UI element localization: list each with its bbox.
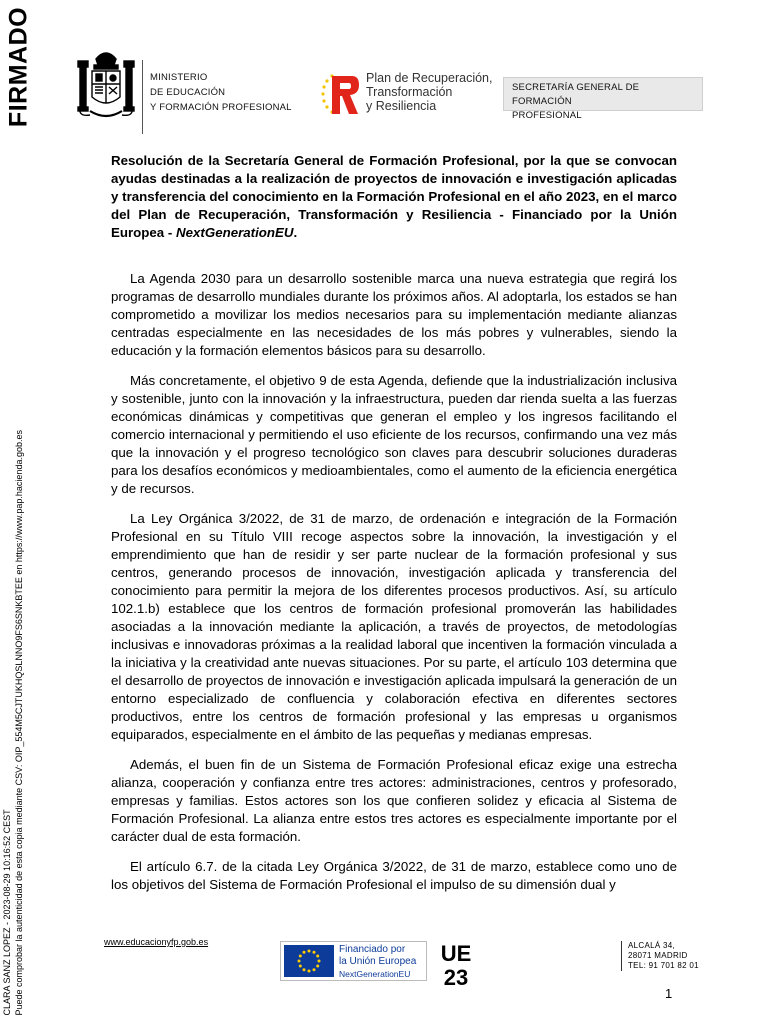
eu-funding-text — [339, 944, 416, 980]
paragraph: Además, el buen fin de un Sistema de Formación Profesional eficaz exige una estrecha alianza, cooperación y confianza entre tres actores: administraciones, centros y profesorado, empresas y familias. Estos actores son los que confieren solidez y eficacia al Sistema de Formación Profesional. La alianza entre estos tres actores es especialmente importante por el carácter dual de esta formación. — [111, 757, 677, 844]
prtr-line-1: Plan de Recuperación, — [366, 71, 493, 85]
document-body — [111, 270, 677, 906]
document-title — [111, 152, 677, 242]
signature-margin — [0, 429, 26, 1015]
firmado-stamp — [2, 8, 36, 126]
paragraph: La Ley Orgánica 3/2022, de 31 de marzo, de ordenación e integración de la Formación Profesional en su Título VIII recoge aspectos sobre la innovación, la investigación y el emprendimiento que han de residir y ser parte nuclear de la formación profesional y sus centros, generando procesos de innovación, investigación aplicada y transferencia del conocimiento para permitir la mejora de los diferentes procesos productivos. Así, su artículo 102.1.b) establece que los centros de formación profesional promoverán las habilidades asociadas a la innovación mediante la aplicación, a través de proyectos, de metodologías inclusivas e innovadoras próximas a la realidad laboral que incentiven la formación vinculada a la iniciativa y la creatividad ante nuevas situaciones. Por su parte, el artículo 103 determina que el desarrollo de proyectos de innovación e investigación aplicada impulsará la generación de un entorno especializado de confluencia y colaboración efectiva en diferentes sectores productivos, entre los centros de formación profesional y las empresas u organismos equiparados, especialmente en el ámbito de las pequeñas y medianas empresas. — [111, 511, 677, 742]
spain-crest-icon — [76, 45, 136, 133]
page-number: 1 — [665, 986, 673, 1001]
secretaria-line-1: SECRETARÍA GENERAL DE FORMACIÓN — [512, 82, 640, 107]
eu-funding-logo — [280, 941, 427, 981]
firmado-text: FIRMADO — [4, 6, 33, 128]
eu-flag-icon — [284, 945, 334, 977]
prtr-line-2: Transformación — [366, 85, 453, 99]
title-italic: NextGenerationEU — [176, 225, 294, 240]
ministry-line-3: Y FORMACIÓN PROFESIONAL — [150, 102, 292, 113]
title-text: Resolución de la Secretaría General de Formación Profesional, por la que se convocan ayudas destinadas a la realización de proyectos de innovación e investigación aplicadas y transferencia del conocimiento en la Formación Profesional en el año 2023, en el marco del Plan de Recuperación, Transformación y Resiliencia - Financiado por la Unión Europea - — [111, 153, 677, 240]
prtr-title — [366, 71, 492, 113]
ministry-name — [150, 70, 292, 115]
ue23-bottom: 23 — [443, 965, 469, 989]
address-line-3: TEL: 91 701 82 01 — [628, 961, 699, 970]
paragraph: El artículo 6.7. de la citada Ley Orgánica 3/2022, de 31 de marzo, establece como uno de los objetivos del Sistema de Formación Profesional el impulso de su dimensión dual y — [111, 859, 677, 892]
prtr-line-3: y Resiliencia — [366, 99, 437, 113]
eu-line-3: NextGenerationEU — [339, 969, 411, 979]
address-line-2: 28071 MADRID — [628, 951, 688, 960]
eu-line-1: Financiado por — [339, 944, 406, 955]
signature-line-1: CLARA SANZ LOPEZ - 2023-08-29 10:16:52 CEST — [2, 808, 12, 1015]
address-block — [621, 941, 699, 971]
secretaria-box — [503, 77, 703, 121]
paragraph: Más concretamente, el objetivo 9 de esta Agenda, defiende que la industrialización inclusiva y sostenible, junto con la innovación y la infraestructura, pueden dar rienda suelta a las fuerzas económicas dinámicas y competitivas que generan el empleo y los ingresos facilitando el comercio internacional y permitiendo el uso eficiente de los recursos, confirmando una vez más que la innovación y el progreso tecnológico son claves para descubrir soluciones duraderas para los desafíos económicos y medioambientales, como el aumento de la eficiencia energética y de recursos. — [111, 373, 677, 496]
address-line-1: ALCALÁ 34, — [628, 941, 676, 950]
ministry-line-2: DE EDUCACIÓN — [150, 87, 226, 98]
prtr-logo-icon — [318, 70, 360, 118]
footer-url-link[interactable]: www.educacionyfp.gob.es — [104, 937, 209, 947]
paragraph: La Agenda 2030 para un desarrollo sostenible marca una nueva estrategia que regirá los programas de desarrollo mundiales durante los próximos años. Al adoptarla, los estados se han comprometido a movilizar los medios necesarios para su implementación mediante alianzas centradas especialmente en las necesidades de los más pobres y vulnerables, siendo la educación y la formación elementos básicos para su desarrollo. — [111, 271, 677, 358]
ministry-divider — [142, 60, 143, 134]
ue23-logo — [436, 939, 476, 989]
ue23-top: UE — [440, 941, 472, 966]
ministry-line-1: MINISTERIO — [150, 72, 208, 83]
secretaria-line-2: PROFESIONAL — [512, 110, 582, 121]
title-end: . — [293, 225, 298, 240]
eu-line-2: la Unión Europea — [339, 956, 417, 967]
signature-line-2: Puede comprobar la autenticidad de esta copia mediante CSV: OIP_554M5CJTUKHQSLNNO9FS6SNKBTEE en https://www.pap.hacienda.gob.es — [14, 429, 24, 1015]
